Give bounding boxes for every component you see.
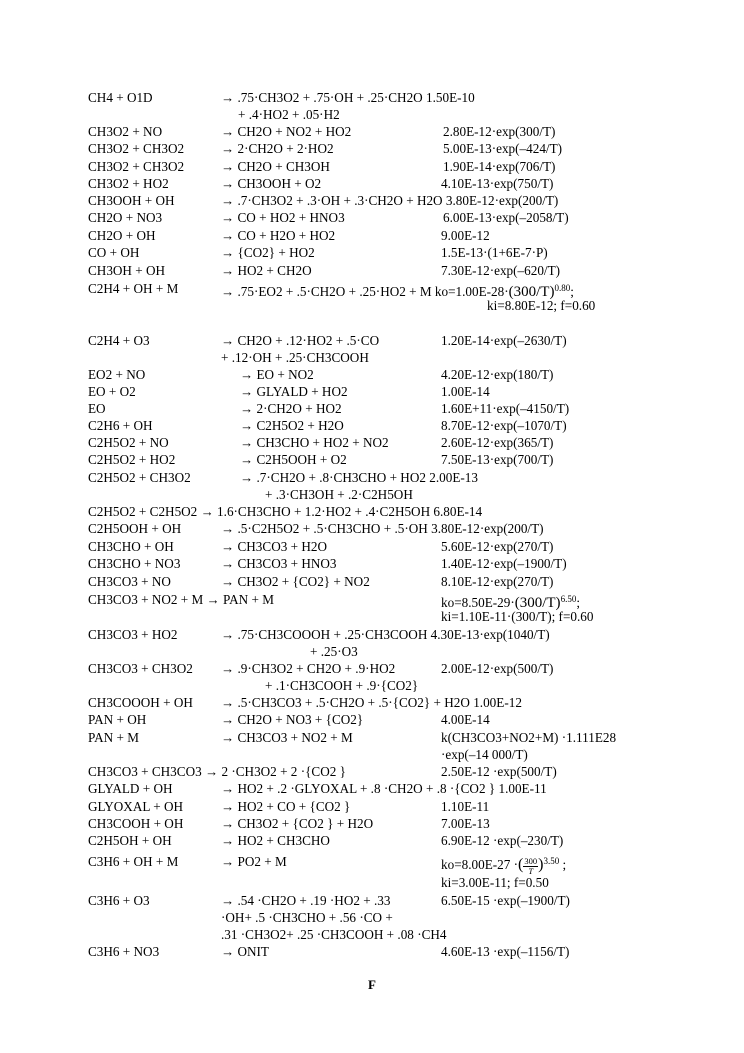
rate: 8.10E-12·exp(270/T) <box>441 574 554 589</box>
reaction-line: CH3CO3 + NO2 + M → PAN + M <box>88 592 274 607</box>
exponent: 0.80 <box>554 283 571 293</box>
product: → 2·CH2O + 2·HO2 <box>221 141 334 156</box>
rate: 5.00E-13·exp(–424/T) <box>443 141 563 156</box>
fraction-term: (300/T) <box>508 284 555 300</box>
rate: 4.10E-13·exp(750/T) <box>441 176 554 191</box>
product: → ONIT <box>221 944 269 959</box>
reactant: CH3COOOH + OH <box>88 695 193 710</box>
product: → CH2O + CH3OH <box>221 159 330 174</box>
fraction-term: (300/T) <box>514 595 561 611</box>
reactant: C3H6 + NO3 <box>88 944 160 959</box>
reactant: PAN + OH <box>88 712 147 727</box>
rate: 2.50E-12 ·exp(500/T) <box>441 764 557 779</box>
rate: k(CH3CO3+NO2+M) ·1.111E28 <box>441 730 617 745</box>
reactant: CH4 + O1D <box>88 90 153 105</box>
rate: 5.60E-12·exp(270/T) <box>441 539 554 554</box>
rate-cont: ·exp(–14 000/T) <box>441 747 528 762</box>
rate: 4.00E-14 <box>441 712 490 727</box>
product: → GLYALD + HO2 <box>240 384 348 399</box>
rate: 1.60E+11·exp(–4150/T) <box>441 401 570 416</box>
reactant: CH3CO3 + CH3O2 <box>88 661 193 676</box>
rate: 1.40E-12·exp(–1900/T) <box>441 556 567 571</box>
rate: 9.00E-12 <box>441 228 490 243</box>
product: → CH2O + .12·HO2 + .5·CO <box>221 333 380 348</box>
reactant: C2H5O2 + NO <box>88 435 169 450</box>
product-cont: .31 ·CH3O2+ .25 ·CH3COOH + .08 ·CH4 <box>221 927 447 942</box>
separator: ; <box>576 595 580 610</box>
product-cont: + .3·CH3OH + .2·C2H5OH <box>265 487 413 502</box>
reactant: C2H6 + OH <box>88 418 153 433</box>
reaction-line: C2H5O2 + C2H5O2 → 1.6·CH3CHO + 1.2·HO2 + .4·C2H5OH 6.80E-14 <box>88 504 483 519</box>
reactant: C2H4 + O3 <box>88 333 150 348</box>
product: → CO + HO2 + HNO3 <box>221 210 345 225</box>
rate: 2.80E-12·exp(300/T) <box>443 124 556 139</box>
product: → CH2O + NO2 + HO2 <box>221 124 352 139</box>
rate: 1.00E-14 <box>441 384 490 399</box>
product: → .75·EO2 + .5·CH2O + .25·HO2 + M ko=1.00E-28· <box>221 284 509 299</box>
product: → .9·CH3O2 + CH2O + .9·HO2 <box>221 661 396 676</box>
product: → .75·CH3O2 + .75·OH + .25·CH2O 1.50E-10 <box>221 90 475 105</box>
reactant: EO2 + NO <box>88 367 146 382</box>
product: → HO2 + CH3CHO <box>221 833 330 848</box>
rate: 2.00E-12·exp(500/T) <box>441 661 554 676</box>
rate: ko=8.00E-27 · <box>441 857 519 872</box>
reactant: C3H6 + OH + M <box>88 854 179 869</box>
reactant: GLYALD + OH <box>88 781 173 796</box>
reactant: CH3CO3 + HO2 <box>88 627 178 642</box>
product: → PO2 + M <box>221 854 287 869</box>
rate: 1.10E-11 <box>441 799 490 814</box>
product: → HO2 + .2 ·GLYOXAL + .8 ·CH2O + .8 ·{CO2 } 1.00E-11 <box>221 781 547 796</box>
rate: 4.20E-12·exp(180/T) <box>441 367 554 382</box>
rate: 2.60E-12·exp(365/T) <box>441 435 554 450</box>
product: → CO + H2O + HO2 <box>221 228 336 243</box>
product: → .7·CH3O2 + .3·OH + .3·CH2O + H2O 3.80E-12·exp(200/T) <box>221 193 559 208</box>
reactant: C3H6 + O3 <box>88 893 150 908</box>
reactant: CH3O2 + CH3O2 <box>88 141 185 156</box>
product: → HO2 + CH2O <box>221 263 312 278</box>
product: → CH3OOH + O2 <box>221 176 322 191</box>
separator: ; <box>570 284 574 299</box>
reactant: CH3OOH + OH <box>88 193 175 208</box>
reactant: C2H5O2 + CH3O2 <box>88 470 191 485</box>
exponent: 6.50 <box>560 594 577 604</box>
page-footer-label: F <box>368 977 376 992</box>
rate: 7.00E-13 <box>441 816 490 831</box>
product: → .75·CH3COOOH + .25·CH3COOH 4.30E-13·exp(1040/T) <box>221 627 550 642</box>
reaction-line: CH3CO3 + CH3CO3 → 2 ·CH3O2 + 2 ·{CO2 } <box>88 764 346 779</box>
reactant: CH3CHO + OH <box>88 539 174 554</box>
rate: 4.60E-13 ·exp(–1156/T) <box>441 944 570 959</box>
rate-with-fraction <box>441 851 566 876</box>
rate: 7.50E-13·exp(700/T) <box>441 452 554 467</box>
numerator: 300 <box>524 856 538 866</box>
rate-cont: ki=3.00E-11; f=0.50 <box>441 875 549 890</box>
product: → HO2 + CO + {CO2 } <box>221 799 351 814</box>
reactant: EO <box>88 401 106 416</box>
separator: ; <box>559 857 567 872</box>
reactant: CH3O2 + CH3O2 <box>88 159 185 174</box>
product: → .7·CH2O + .8·CH3CHO + HO2 2.00E-13 <box>240 470 478 485</box>
denominator: T <box>528 866 534 876</box>
product-cont: + .12·OH + .25·CH3COOH <box>221 350 369 365</box>
product-cont: + .25·O3 <box>310 644 358 659</box>
product: → C2H5OOH + O2 <box>240 452 347 467</box>
rate: 1.90E-14·exp(706/T) <box>443 159 556 174</box>
product: → CH3CO3 + NO2 + M <box>221 730 353 745</box>
reactant: CH3CHO + NO3 <box>88 556 181 571</box>
rate: 6.00E-13·exp(–2058/T) <box>443 210 569 225</box>
product: → CH3CHO + HO2 + NO2 <box>240 435 389 450</box>
product: → {CO2} + HO2 <box>221 245 315 260</box>
product: → CH3O2 + {CO2 } + H2O <box>221 816 374 831</box>
reactant: CH3CO3 + NO <box>88 574 171 589</box>
exponent: 3.50 <box>543 856 560 866</box>
rate: 6.90E-12 ·exp(–230/T) <box>441 833 564 848</box>
product-cont: ·OH+ .5 ·CH3CHO + .56 ·CO + <box>221 910 393 925</box>
product: → .5·C2H5O2 + .5·CH3CHO + .5·OH 3.80E-12·exp(200/T) <box>221 521 544 536</box>
product: → CH2O + NO3 + {CO2} <box>221 712 364 727</box>
reactant: C2H5O2 + HO2 <box>88 452 176 467</box>
rate: 6.50E-15 ·exp(–1900/T) <box>441 893 570 908</box>
rate: 1.20E-14·exp(–2630/T) <box>441 333 567 348</box>
reactant: CH3COOH + OH <box>88 816 184 831</box>
product: → 2·CH2O + HO2 <box>240 401 342 416</box>
product: → CH3CO3 + H2O <box>221 539 327 554</box>
product-cont: + .4·HO2 + .05·H2 <box>238 107 340 122</box>
reactant: PAN + M <box>88 730 139 745</box>
reactant: C2H5OH + OH <box>88 833 172 848</box>
product: → EO + NO2 <box>240 367 314 382</box>
product: → .5·CH3CO3 + .5·CH2O + .5·{CO2} + H2O 1.00E-12 <box>221 695 522 710</box>
rate: 8.70E-12·exp(–1070/T) <box>441 418 567 433</box>
rate-cont: ki=1.10E-11·(300/T); f=0.60 <box>441 609 594 624</box>
reactant: CH3OH + OH <box>88 263 166 278</box>
reactant: CO + OH <box>88 245 140 260</box>
reactant: C2H5OOH + OH <box>88 521 182 536</box>
paren-open: ( <box>518 856 524 873</box>
product: → CH3O2 + {CO2} + NO2 <box>221 574 370 589</box>
reactant: C2H4 + OH + M <box>88 281 179 296</box>
product: → .54 ·CH2O + .19 ·HO2 + .33 <box>221 893 391 908</box>
product: → CH3CO3 + HNO3 <box>221 556 337 571</box>
rate-cont: ki=8.80E-12; f=0.60 <box>487 298 596 313</box>
product-cont: + .1·CH3COOH + .9·{CO2} <box>265 678 419 693</box>
paren-close: ) <box>538 856 544 873</box>
reactant: CH3O2 + HO2 <box>88 176 169 191</box>
reactant: GLYOXAL + OH <box>88 799 183 814</box>
reactant: CH3O2 + NO <box>88 124 163 139</box>
rate: 1.5E-13·(1+6E-7·P) <box>441 245 548 260</box>
rate: 7.30E-12·exp(–620/T) <box>441 263 561 278</box>
reactant: EO + O2 <box>88 384 136 399</box>
reactant: CH2O + NO3 <box>88 210 163 225</box>
product: → C2H5O2 + H2O <box>240 418 344 433</box>
reactant: CH2O + OH <box>88 228 156 243</box>
rate: ko=8.50E-29· <box>441 595 515 610</box>
